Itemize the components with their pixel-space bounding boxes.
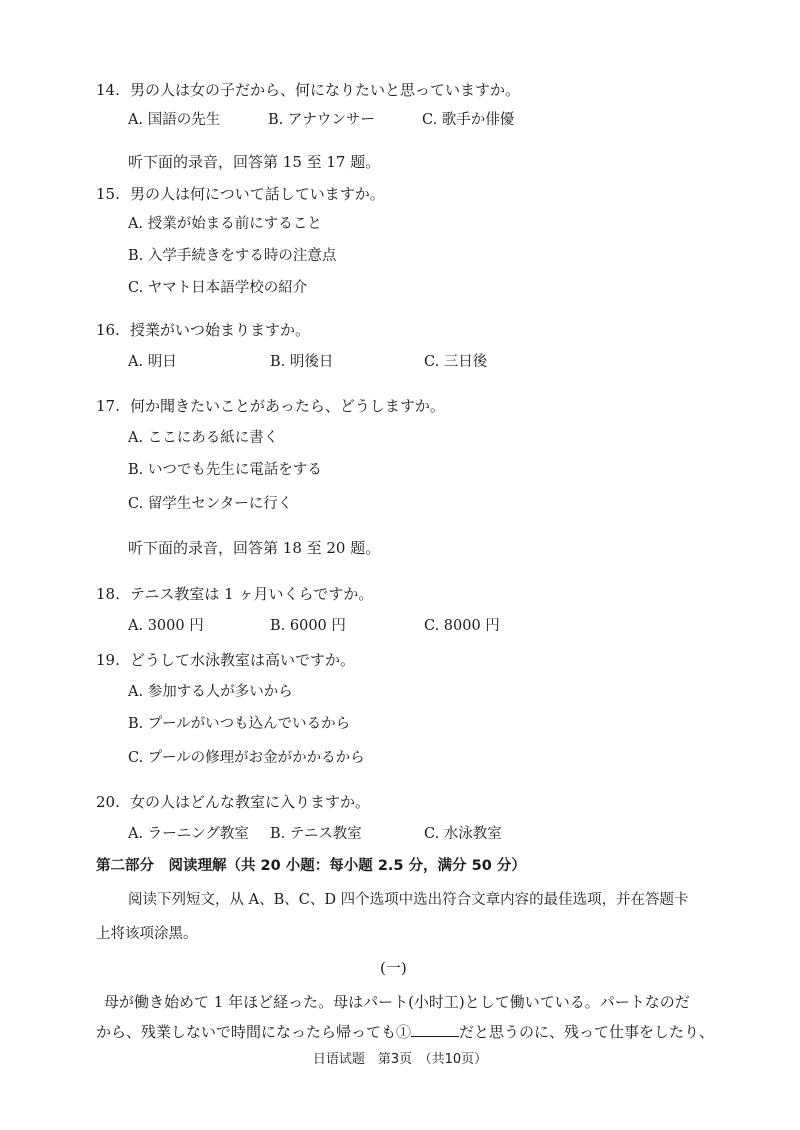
question-number: 20. bbox=[96, 793, 120, 811]
question-text: 何か聞きたいことがあったら、どうしますか。 bbox=[130, 397, 445, 415]
question-20 bbox=[96, 792, 370, 812]
passage-text: から、残業しないで時間になったら帰っても① bbox=[96, 1023, 412, 1041]
part2-instruction-line1: 阅读下列短文，从 A、B、C、D 四个选项中选出符合文章内容的最佳选项，并在答题卡 bbox=[128, 892, 689, 908]
option-20c: C. 水泳教室 bbox=[424, 826, 502, 842]
question-17 bbox=[96, 396, 445, 416]
question-19 bbox=[96, 650, 355, 670]
question-15 bbox=[96, 184, 385, 204]
option-16a: A. 明日 bbox=[128, 354, 177, 370]
passage-text: だと思うのに、残って仕事をしたり、 bbox=[459, 1023, 715, 1041]
part2-title: 第二部分 阅读理解（共 20 小题：每小题 2.5 分，满分 50 分） bbox=[96, 858, 526, 874]
question-text: どうして水泳教室は高いですか。 bbox=[130, 651, 356, 669]
question-text: 女の人はどんな教室に入りますか。 bbox=[130, 793, 371, 811]
question-number: 17. bbox=[96, 397, 120, 415]
question-number: 16. bbox=[96, 321, 120, 339]
question-number: 14. bbox=[96, 81, 120, 99]
question-number: 18. bbox=[96, 585, 120, 603]
page-footer: 日语试题 第3页 （共10页） bbox=[312, 1052, 488, 1067]
option-19c: C. プールの修理がお金がかかるから bbox=[128, 750, 365, 766]
question-text: 男の人は女の子だから、何になりたいと思っていますか。 bbox=[130, 81, 521, 99]
option-15c: C. ヤマト日本語学校の紹介 bbox=[128, 280, 308, 296]
option-18a: A. 3000 円 bbox=[128, 618, 204, 634]
option-18c: C. 8000 円 bbox=[424, 618, 500, 634]
question-text: 男の人は何について話していますか。 bbox=[130, 185, 385, 203]
option-15b: B. 入学手続きをする時の注意点 bbox=[128, 248, 337, 264]
answer-blank bbox=[411, 1022, 459, 1037]
option-19b: B. プールがいつも込んでいるから bbox=[128, 716, 351, 732]
passage-line-1: 母が働き始めて 1 年ほど経った。母はパート(小时工)として働いている。パートなのだ bbox=[104, 993, 690, 1011]
question-number: 19. bbox=[96, 651, 120, 669]
option-18b: B. 6000 円 bbox=[270, 618, 346, 634]
option-16b: B. 明後日 bbox=[270, 354, 334, 370]
question-number: 15. bbox=[96, 185, 120, 203]
passage-line-2 bbox=[96, 1022, 714, 1042]
instruction-15-17: 听下面的录音，回答第 15 至 17 题。 bbox=[128, 153, 381, 171]
option-17c: C. 留学生センターに行く bbox=[128, 496, 293, 512]
instruction-18-20: 听下面的录音，回答第 18 至 20 题。 bbox=[128, 539, 381, 557]
option-14b: B. アナウンサー bbox=[268, 112, 375, 128]
option-14a: A. 国語の先生 bbox=[128, 112, 221, 128]
question-text: テニス教室は 1 ヶ月いくらですか。 bbox=[130, 585, 374, 603]
option-15a: A. 授業が始まる前にすること bbox=[128, 216, 322, 232]
question-14 bbox=[96, 80, 520, 100]
part2-instruction-line2: 上将该项涂黑。 bbox=[96, 926, 198, 942]
option-19a: A. 参加する人が多いから bbox=[128, 684, 293, 700]
question-18 bbox=[96, 584, 373, 604]
option-17a: A. ここにある紙に書く bbox=[128, 430, 279, 446]
option-20a: A. ラーニング教室 bbox=[128, 826, 249, 842]
question-16 bbox=[96, 320, 310, 340]
option-17b: B. いつでも先生に電話をする bbox=[128, 462, 322, 478]
option-20b: B. テニス教室 bbox=[270, 826, 362, 842]
option-14c: C. 歌手か俳優 bbox=[422, 112, 515, 128]
option-16c: C. 三日後 bbox=[424, 354, 488, 370]
question-text: 授業がいつ始まりますか。 bbox=[130, 321, 311, 339]
section-heading: (一) bbox=[380, 959, 407, 977]
